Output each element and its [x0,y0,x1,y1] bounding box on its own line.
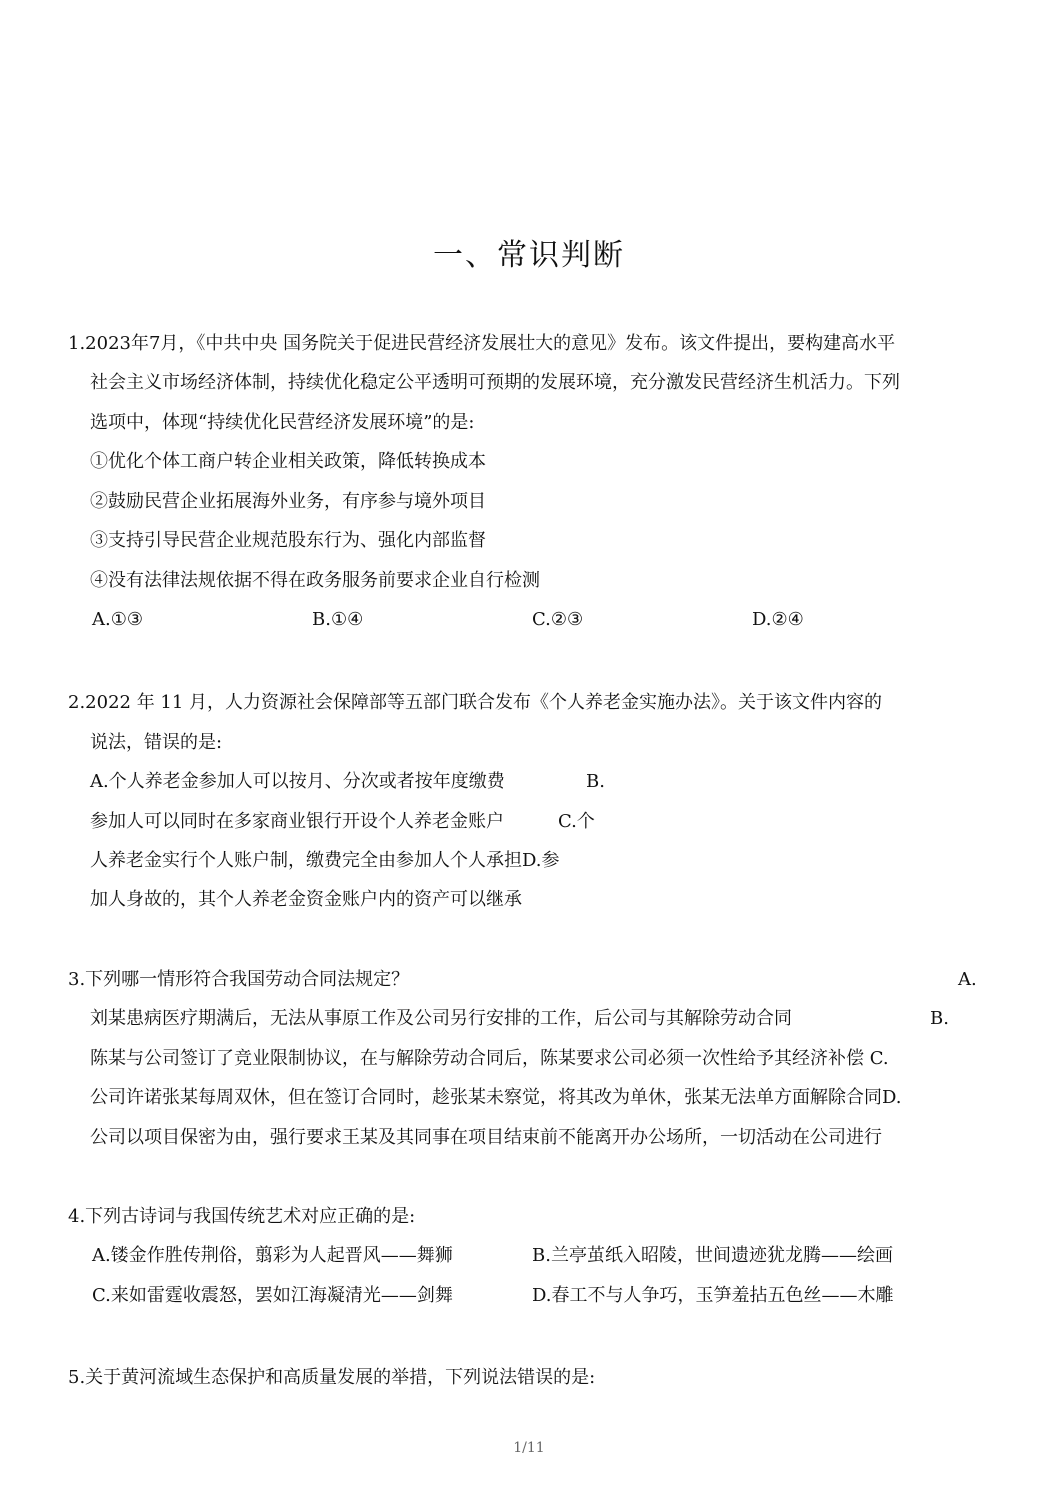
q1-line-2: 社会主义市场经济体制，持续优化稳定公平透明可预期的发展环境，充分激发民营经济生机活力。下列 [90,372,900,393]
q4-option-a: A.镂金作胜传荆俗，翦彩为人起晋风——舞狮 [92,1245,453,1266]
q1-item-2: ②鼓励民营企业拓展海外业务，有序参与境外项目 [90,491,486,512]
q2-line-3b: B. [586,771,605,792]
page-title: 一、常识判断 [433,238,625,273]
q2-line-4b: C.个 [558,811,595,832]
q3-line-4: 公司许诺张某每周双休，但在签订合同时，趁张某未察觉，将其改为单休，张某无法单方面解除合同D. [90,1087,902,1108]
q4-option-c: C.来如雷霆收震怒，罢如江海凝清光——剑舞 [92,1285,453,1306]
q5-line-1: 5.关于黄河流域生态保护和高质量发展的举措，下列说法错误的是: [68,1367,596,1388]
q2-line-5: 人养老金实行个人账户制，缴费完全由参加人个人承担D.参 [90,850,560,871]
page-number: 1/11 [513,1440,545,1456]
q4-option-d: D.春工不与人争巧，玉笋羞拈五色丝——木雕 [532,1285,894,1306]
q1-item-3: ③支持引导民营企业规范股东行为、强化内部监督 [90,530,486,551]
q2-line-3a: A.个人养老金参加人可以按月、分次或者按年度缴费 [90,771,505,792]
q1-option-d: D.②④ [752,609,804,630]
q2-line-1: 2.2022 年 11 月，人力资源社会保障部等五部门联合发布《个人养老金实施办法》。关于该文件内容的 [68,692,883,713]
q2-line-6: 加人身故的，其个人养老金资金账户内的资产可以继承 [90,889,522,910]
q1-option-a: A.①③ [92,609,143,630]
q3-line-2a: 刘某患病医疗期满后，无法从事原工作及公司另行安排的工作，后公司与其解除劳动合同 [90,1008,792,1029]
q3-line-2b: B. [930,1008,949,1029]
q3-line-3: 陈某与公司签订了竞业限制协议，在与解除劳动合同后，陈某要求公司必须一次性给予其经济补偿 C. [90,1048,889,1069]
q3-line-1b: A. [958,969,977,990]
q1-option-b: B.①④ [312,609,364,630]
q1-line-3: 选项中，体现“持续优化民营经济发展环境”的是: [90,412,475,433]
q2-line-4a: 参加人可以同时在多家商业银行开设个人养老金账户 [90,811,504,832]
q1-line-1: 1.2023年7月，《中共中央 国务院关于促进民营经济发展壮大的意见》发布。该文件提出，要构建高水平 [68,333,896,354]
q4-line-1: 4.下列古诗词与我国传统艺术对应正确的是: [68,1206,416,1227]
q3-line-5: 公司以项目保密为由，强行要求王某及其同事在项目结束前不能离开办公场所，一切活动在公司进行 [90,1127,882,1148]
q4-option-b: B.兰亭茧纸入昭陵，世间遗迹犹龙腾——绘画 [532,1245,893,1266]
q1-item-4: ④没有法律法规依据不得在政务服务前要求企业自行检测 [90,570,540,591]
q2-line-2: 说法，错误的是: [90,732,223,753]
q1-option-c: C.②③ [532,609,584,630]
q3-line-1a: 3.下列哪一情形符合我国劳动合同法规定？ [68,969,410,990]
q1-item-1: ①优化个体工商户转企业相关政策，降低转换成本 [90,451,486,472]
